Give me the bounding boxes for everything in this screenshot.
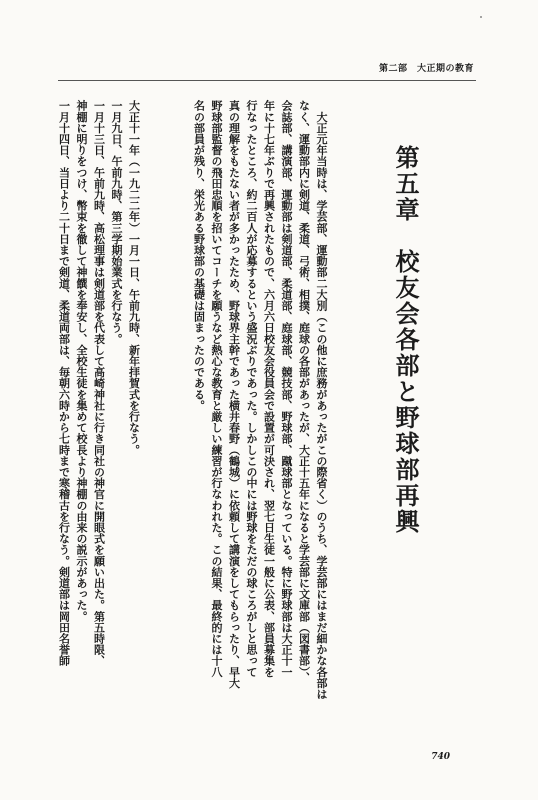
- page-number: 740: [431, 752, 450, 762]
- chapter-title: 第五章 校友会各部と野球部再興: [391, 145, 420, 535]
- running-head: 第二部 大正期の教育: [378, 64, 474, 74]
- body-text-baseball-club: 大正元年当時は、学芸部、運動部二大別（この他に庶務があったがこの際省く）のうち、学芸部にはまだ細かな各部は なく、運動部内に剣道、柔道、弓術、相撲、庭球の各部があったが、大正十五年になると学芸部に文庫部（図書部）、 会誌部、講演部、運動部は剣道部、柔道部、庭球部、競技部、野球部、蹴球部となっている。特に野球部は大正十一 年に十七年ぶりで再興されたもので、六月六日校友会役員会で設置が可決され、翌七日生徒一般に公表、部員募集を 行なったところ、約二百人が応募するという盛況ぶりであった。しかしこの中には野球をただの球ころがしと思って 真の理解をもたない者が多かったため、野球界主幹であった横井春野（鶴城）に依頼して講演をしてもらったり、早大 野球部監督の飛田忠順を招いてコーチを願うなど熱心な教育と厳しい練習が行なわれた。この結果、最終的には十八 名の部員が残り、栄光ある野球部の基礎は固まったのである。: [192, 100, 328, 700]
- body-text-chronology: 大正十一年（一九二二年）一月一日、午前九時、新年拝賀式を行なう。 一月九日、午前九時、第三学期始業式を行なう。 一月十三日、午前九時、高松理事は剣道部を代表して高崎神社に行き同社の神官に開眼式を願い出た。第五時限、 神棚に明りをつけ、幣束を徹して神饌を奉安し、全校生徒を集めて校長より神棚の由来の説示があった。 一月十四日、当日より二十日まで剣道、柔道両部は、毎朝六時から七時まで寒稽古を行なう。剣道部は岡田名誉師: [57, 100, 141, 667]
- print-speck: [480, 16, 482, 18]
- header-rule: [58, 80, 476, 81]
